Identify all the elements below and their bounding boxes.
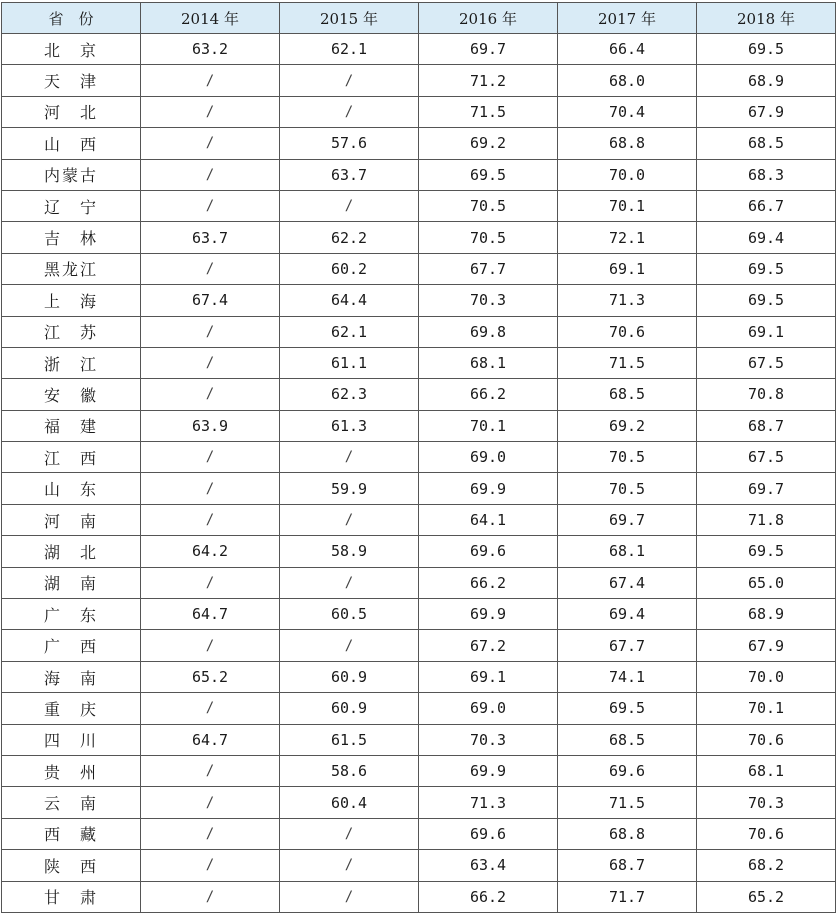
header-2014: 2014 年 [141, 3, 280, 34]
value-2016-cell: 68.1 [419, 347, 558, 378]
province-cell: 重 庆 [2, 693, 141, 724]
value-2014-cell: / [141, 693, 280, 724]
value-2016-cell: 69.8 [419, 316, 558, 347]
value-2016-cell: 71.2 [419, 65, 558, 96]
value-2018-cell: 68.5 [697, 128, 836, 159]
value-2017-cell: 72.1 [558, 222, 697, 253]
value-2014-cell: / [141, 881, 280, 912]
value-2016-cell: 70.3 [419, 285, 558, 316]
value-2014-cell: / [141, 347, 280, 378]
table-row [2, 128, 836, 159]
value-2015-cell: / [280, 65, 419, 96]
value-2014-cell: 64.7 [141, 599, 280, 630]
value-2017-cell: 68.7 [558, 850, 697, 881]
table-row [2, 818, 836, 849]
value-2017-cell: 70.0 [558, 159, 697, 190]
value-2014-cell: / [141, 442, 280, 473]
value-2014-cell: 63.7 [141, 222, 280, 253]
value-2016-cell: 66.2 [419, 567, 558, 598]
value-2015-cell: 60.4 [280, 787, 419, 818]
value-2016-cell: 69.9 [419, 755, 558, 786]
value-2016-cell: 67.2 [419, 630, 558, 661]
province-cell: 内蒙古 [2, 159, 141, 190]
value-2018-cell: 69.5 [697, 34, 836, 65]
value-2018-cell: 67.5 [697, 442, 836, 473]
value-2014-cell: 63.9 [141, 410, 280, 441]
province-cell: 河 北 [2, 96, 141, 127]
value-2015-cell: / [280, 818, 419, 849]
table-row [2, 881, 836, 912]
province-cell: 甘 肃 [2, 881, 141, 912]
value-2014-cell: / [141, 253, 280, 284]
value-2014-cell: / [141, 787, 280, 818]
header-row [2, 3, 836, 34]
value-2018-cell: 69.5 [697, 253, 836, 284]
value-2017-cell: 71.5 [558, 347, 697, 378]
value-2016-cell: 69.6 [419, 536, 558, 567]
value-2016-cell: 63.4 [419, 850, 558, 881]
value-2016-cell: 66.2 [419, 379, 558, 410]
table-row [2, 693, 836, 724]
value-2017-cell: 67.4 [558, 567, 697, 598]
value-2015-cell: / [280, 504, 419, 535]
value-2017-cell: 69.1 [558, 253, 697, 284]
table-row [2, 504, 836, 535]
value-2015-cell: / [280, 442, 419, 473]
province-cell: 河 南 [2, 504, 141, 535]
province-cell: 吉 林 [2, 222, 141, 253]
value-2015-cell: 62.1 [280, 316, 419, 347]
value-2016-cell: 69.5 [419, 159, 558, 190]
table-row [2, 190, 836, 221]
value-2016-cell: 71.5 [419, 96, 558, 127]
value-2016-cell: 69.9 [419, 599, 558, 630]
value-2016-cell: 69.7 [419, 34, 558, 65]
table-row [2, 473, 836, 504]
value-2017-cell: 70.1 [558, 190, 697, 221]
value-2015-cell: 60.2 [280, 253, 419, 284]
value-2014-cell: / [141, 96, 280, 127]
value-2015-cell: 62.2 [280, 222, 419, 253]
value-2016-cell: 71.3 [419, 787, 558, 818]
table-row [2, 96, 836, 127]
value-2017-cell: 69.6 [558, 755, 697, 786]
province-cell: 浙 江 [2, 347, 141, 378]
header-province: 省 份 [2, 3, 141, 34]
value-2017-cell: 68.0 [558, 65, 697, 96]
province-cell: 上 海 [2, 285, 141, 316]
value-2017-cell: 70.5 [558, 473, 697, 504]
value-2018-cell: 68.1 [697, 755, 836, 786]
value-2016-cell: 70.1 [419, 410, 558, 441]
table-row [2, 724, 836, 755]
header-2018: 2018 年 [697, 3, 836, 34]
value-2014-cell: / [141, 379, 280, 410]
province-cell: 北 京 [2, 34, 141, 65]
value-2016-cell: 70.5 [419, 190, 558, 221]
table-row [2, 222, 836, 253]
value-2014-cell: / [141, 818, 280, 849]
value-2018-cell: 66.7 [697, 190, 836, 221]
table-row [2, 285, 836, 316]
value-2014-cell: 64.2 [141, 536, 280, 567]
value-2015-cell: / [280, 881, 419, 912]
value-2018-cell: 70.6 [697, 818, 836, 849]
table-row [2, 787, 836, 818]
value-2016-cell: 69.2 [419, 128, 558, 159]
table-row [2, 536, 836, 567]
value-2015-cell: 57.6 [280, 128, 419, 159]
value-2017-cell: 66.4 [558, 34, 697, 65]
province-cell: 天 津 [2, 65, 141, 96]
value-2014-cell: / [141, 128, 280, 159]
value-2018-cell: 69.7 [697, 473, 836, 504]
value-2014-cell: / [141, 850, 280, 881]
value-2018-cell: 65.0 [697, 567, 836, 598]
value-2018-cell: 68.9 [697, 65, 836, 96]
value-2015-cell: / [280, 567, 419, 598]
value-2016-cell: 69.0 [419, 442, 558, 473]
value-2014-cell: 63.2 [141, 34, 280, 65]
value-2016-cell: 69.1 [419, 661, 558, 692]
value-2015-cell: 62.3 [280, 379, 419, 410]
data-table [1, 2, 836, 913]
value-2015-cell: 61.5 [280, 724, 419, 755]
value-2018-cell: 69.1 [697, 316, 836, 347]
value-2016-cell: 70.3 [419, 724, 558, 755]
value-2017-cell: 68.8 [558, 818, 697, 849]
value-2015-cell: 61.3 [280, 410, 419, 441]
value-2015-cell: / [280, 190, 419, 221]
table-row [2, 347, 836, 378]
value-2018-cell: 67.9 [697, 96, 836, 127]
value-2014-cell: / [141, 65, 280, 96]
value-2014-cell: 67.4 [141, 285, 280, 316]
value-2014-cell: / [141, 190, 280, 221]
value-2016-cell: 66.2 [419, 881, 558, 912]
value-2015-cell: 62.1 [280, 34, 419, 65]
value-2018-cell: 68.3 [697, 159, 836, 190]
value-2018-cell: 68.7 [697, 410, 836, 441]
value-2018-cell: 68.9 [697, 599, 836, 630]
value-2018-cell: 71.8 [697, 504, 836, 535]
table-row [2, 850, 836, 881]
value-2018-cell: 69.5 [697, 285, 836, 316]
province-cell: 湖 北 [2, 536, 141, 567]
table-header [2, 3, 836, 34]
province-cell: 安 徽 [2, 379, 141, 410]
value-2018-cell: 67.5 [697, 347, 836, 378]
value-2015-cell: 64.4 [280, 285, 419, 316]
value-2014-cell: / [141, 316, 280, 347]
value-2018-cell: 70.6 [697, 724, 836, 755]
value-2017-cell: 74.1 [558, 661, 697, 692]
value-2017-cell: 69.5 [558, 693, 697, 724]
header-2017: 2017 年 [558, 3, 697, 34]
value-2015-cell: / [280, 630, 419, 661]
value-2018-cell: 70.8 [697, 379, 836, 410]
province-cell: 江 西 [2, 442, 141, 473]
value-2018-cell: 65.2 [697, 881, 836, 912]
value-2016-cell: 64.1 [419, 504, 558, 535]
value-2018-cell: 68.2 [697, 850, 836, 881]
value-2016-cell: 67.7 [419, 253, 558, 284]
value-2017-cell: 71.5 [558, 787, 697, 818]
table-row [2, 34, 836, 65]
value-2015-cell: 63.7 [280, 159, 419, 190]
table-row [2, 65, 836, 96]
table-row [2, 755, 836, 786]
table-row [2, 630, 836, 661]
table-row [2, 159, 836, 190]
header-2016: 2016 年 [419, 3, 558, 34]
province-cell: 广 东 [2, 599, 141, 630]
province-cell: 广 西 [2, 630, 141, 661]
value-2017-cell: 67.7 [558, 630, 697, 661]
value-2015-cell: 60.9 [280, 661, 419, 692]
province-cell: 黑龙江 [2, 253, 141, 284]
value-2016-cell: 69.0 [419, 693, 558, 724]
value-2018-cell: 70.0 [697, 661, 836, 692]
value-2014-cell: / [141, 504, 280, 535]
value-2015-cell: 59.9 [280, 473, 419, 504]
table-row [2, 599, 836, 630]
value-2016-cell: 70.5 [419, 222, 558, 253]
value-2015-cell: 60.5 [280, 599, 419, 630]
value-2017-cell: 68.8 [558, 128, 697, 159]
value-2014-cell: / [141, 755, 280, 786]
header-2015: 2015 年 [280, 3, 419, 34]
value-2017-cell: 70.5 [558, 442, 697, 473]
province-cell: 四 川 [2, 724, 141, 755]
value-2015-cell: 58.9 [280, 536, 419, 567]
province-cell: 湖 南 [2, 567, 141, 598]
table-row [2, 442, 836, 473]
value-2017-cell: 69.7 [558, 504, 697, 535]
table-row [2, 661, 836, 692]
value-2015-cell: 58.6 [280, 755, 419, 786]
table-row [2, 253, 836, 284]
value-2015-cell: 60.9 [280, 693, 419, 724]
value-2018-cell: 69.4 [697, 222, 836, 253]
value-2017-cell: 68.5 [558, 724, 697, 755]
table-row [2, 567, 836, 598]
value-2017-cell: 69.4 [558, 599, 697, 630]
value-2018-cell: 70.1 [697, 693, 836, 724]
value-2017-cell: 70.4 [558, 96, 697, 127]
value-2018-cell: 70.3 [697, 787, 836, 818]
value-2014-cell: / [141, 567, 280, 598]
value-2014-cell: / [141, 630, 280, 661]
value-2014-cell: 64.7 [141, 724, 280, 755]
province-cell: 西 藏 [2, 818, 141, 849]
value-2017-cell: 69.2 [558, 410, 697, 441]
value-2014-cell: / [141, 159, 280, 190]
value-2015-cell: / [280, 850, 419, 881]
province-cell: 江 苏 [2, 316, 141, 347]
value-2017-cell: 71.3 [558, 285, 697, 316]
value-2016-cell: 69.6 [419, 818, 558, 849]
province-cell: 云 南 [2, 787, 141, 818]
value-2017-cell: 70.6 [558, 316, 697, 347]
value-2016-cell: 69.9 [419, 473, 558, 504]
province-cell: 贵 州 [2, 755, 141, 786]
value-2015-cell: / [280, 96, 419, 127]
value-2018-cell: 69.5 [697, 536, 836, 567]
province-cell: 福 建 [2, 410, 141, 441]
value-2015-cell: 61.1 [280, 347, 419, 378]
value-2017-cell: 68.5 [558, 379, 697, 410]
value-2017-cell: 71.7 [558, 881, 697, 912]
table-row [2, 379, 836, 410]
province-cell: 辽 宁 [2, 190, 141, 221]
province-cell: 海 南 [2, 661, 141, 692]
value-2018-cell: 67.9 [697, 630, 836, 661]
value-2014-cell: / [141, 473, 280, 504]
value-2017-cell: 68.1 [558, 536, 697, 567]
province-cell: 陕 西 [2, 850, 141, 881]
table-row [2, 410, 836, 441]
table-row [2, 316, 836, 347]
province-cell: 山 东 [2, 473, 141, 504]
province-cell: 山 西 [2, 128, 141, 159]
table-body [2, 34, 836, 913]
value-2014-cell: 65.2 [141, 661, 280, 692]
